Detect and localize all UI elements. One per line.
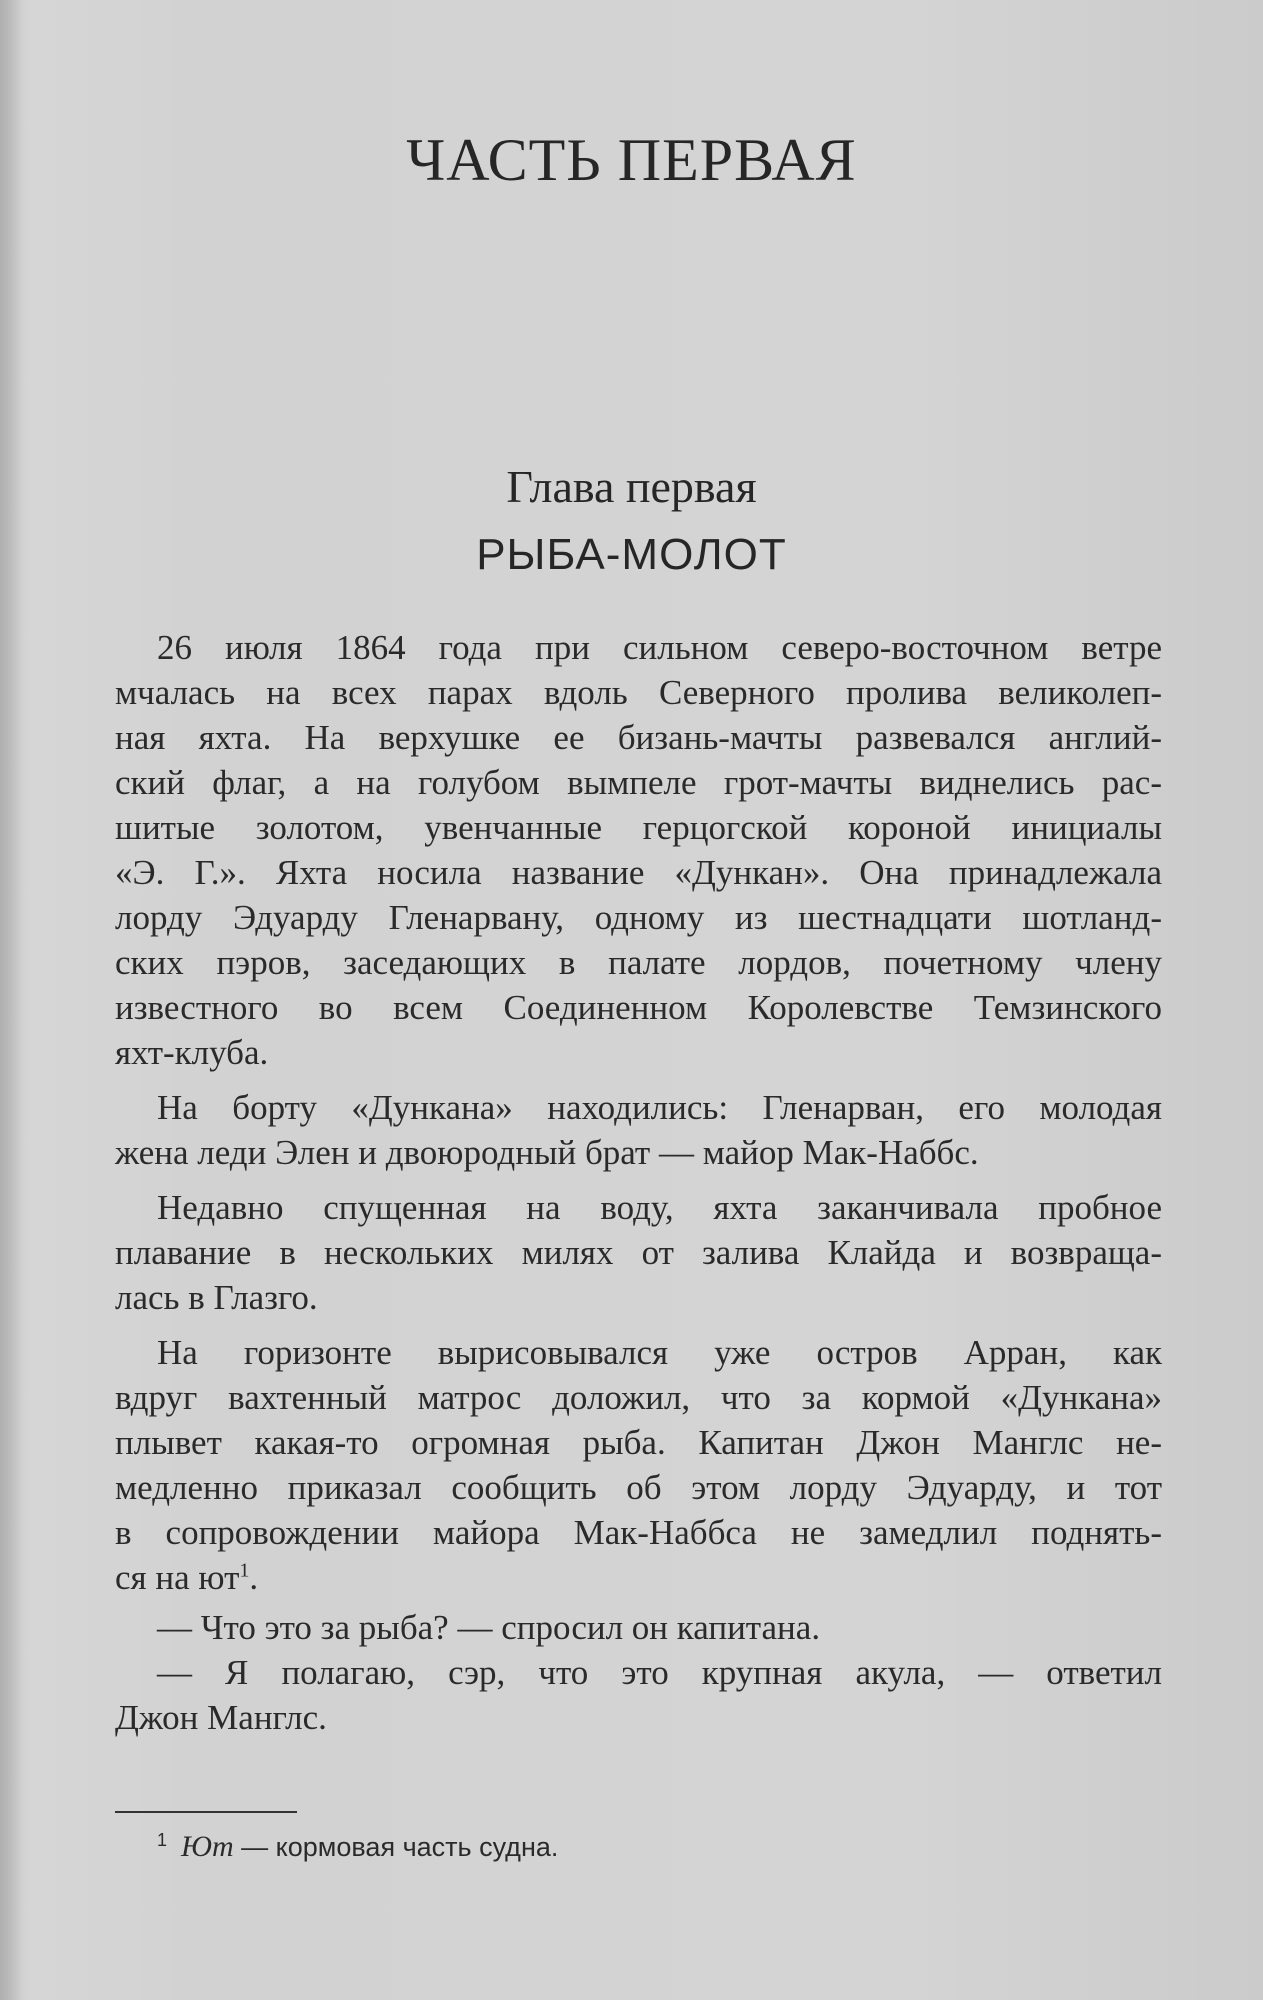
text-line: ский флаг, а на голубом вымпеле грот-мачты виднелись рас- bbox=[115, 763, 1162, 802]
chapter-title: Глава первая bbox=[506, 461, 757, 512]
text-line: плавание в нескольких милях от залива Клайда и возвраща- bbox=[115, 1233, 1162, 1272]
footnote-marker: 1 bbox=[239, 1559, 250, 1582]
text-line: лась в Глазго. bbox=[115, 1278, 318, 1317]
text-line-with-footnote: ся на $ют^1$. bbox=[115, 1558, 259, 1597]
text-line: «Э. Г.». Яхта носила название «Дункан». Она принадлежала bbox=[115, 853, 1162, 892]
footnote-term: Ют bbox=[181, 1830, 234, 1863]
text-line: яхт-клуба. bbox=[115, 1033, 269, 1072]
text-line: плывет какая-то огромная рыба. Капитан Джон Манглс не- bbox=[115, 1423, 1162, 1462]
footnote bbox=[157, 1830, 558, 1864]
text-line: жена леди Элен и двоюродный брат — майор Мак-Наббс. bbox=[115, 1133, 979, 1172]
text-line: медленно приказал сообщить об этом лорду Эдуарду, и тот bbox=[115, 1468, 1162, 1507]
part-title: ЧАСТЬ ПЕРВАЯ bbox=[406, 127, 857, 193]
text-line: На горизонте вырисовывался уже остров Арран, как bbox=[157, 1333, 1162, 1372]
text-line: лорду Эдуарду Гленарвану, одному из шестнадцати шотланд- bbox=[115, 898, 1162, 937]
text-line: На борту «Дункана» находились: Гленарван, его молодая bbox=[157, 1088, 1162, 1127]
text-line: известного во всем Соединенном Королевстве Темзинского bbox=[115, 988, 1162, 1027]
footnote-text: — кормовая часть судна. bbox=[233, 1832, 559, 1862]
text-line: ских пэров, заседающих в палате лордов, почетному члену bbox=[115, 943, 1162, 982]
dialogue-line: — Что это за рыба? — спросил он капитана. bbox=[157, 1608, 821, 1647]
chapter-subtitle: РЫБА-МОЛОТ bbox=[476, 530, 787, 579]
text-line: мчалась на всех парах вдоль Северного пролива великолеп- bbox=[115, 673, 1162, 712]
footnote-rule bbox=[115, 1811, 297, 1813]
footnote-number: 1 bbox=[157, 1830, 168, 1850]
dialogue-line: Джон Манглс. bbox=[115, 1698, 327, 1737]
text-line: шитые золотом, увенчанные герцогской короной инициалы bbox=[115, 808, 1162, 847]
text-line: 26 июля 1864 года при сильном северо-восточном ветре bbox=[157, 628, 1162, 667]
text-line: Недавно спущенная на воду, яхта заканчивала пробное bbox=[157, 1188, 1162, 1227]
spine-shadow bbox=[0, 0, 22, 2000]
text-line: ная яхта. На верхушке ее бизань-мачты развевался англий- bbox=[115, 718, 1162, 757]
dialogue-line: — Я полагаю, сэр, что это крупная акула, — ответил bbox=[157, 1653, 1162, 1692]
text-line: ся на ют bbox=[115, 1558, 240, 1597]
text-line: вдруг вахтенный матрос доложил, что за кормой «Дункана» bbox=[115, 1378, 1162, 1417]
text-line: в сопровождении майора Мак-Наббса не замедлил поднять- bbox=[115, 1513, 1162, 1552]
